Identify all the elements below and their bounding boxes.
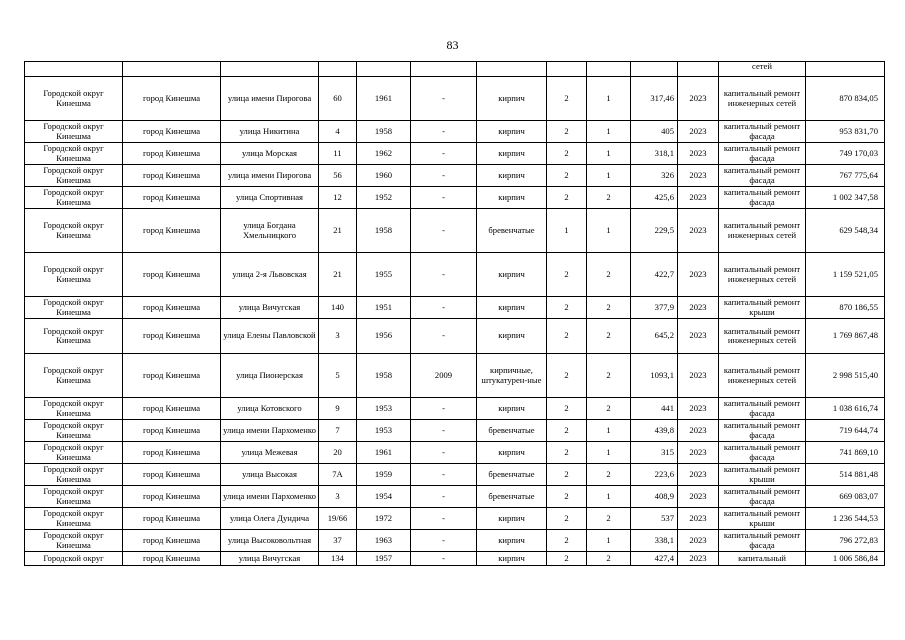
cell-area: 338,1	[631, 530, 678, 552]
cell-city: город Кинешма	[123, 209, 221, 253]
cell-work: капитальный ремонт инженерных сетей	[719, 319, 806, 354]
cell-year: 2023	[678, 398, 719, 420]
cell-floors: 2	[547, 187, 587, 209]
cell-material: бревенчатые	[477, 486, 547, 508]
cell-built: 1952	[357, 187, 411, 209]
cell-city: город Кинешма	[123, 552, 221, 566]
cell-cost: 1 002 347,58	[806, 187, 885, 209]
cell-district: Городской округ Кинешма	[25, 121, 123, 143]
cell-year	[678, 62, 719, 77]
cell-work: капитальный ремонт фасада	[719, 398, 806, 420]
cell-year: 2023	[678, 552, 719, 566]
table-row	[25, 143, 885, 165]
cell-district: Городской округ	[25, 552, 123, 566]
cell-house	[319, 62, 357, 77]
cell-city: город Кинешма	[123, 354, 221, 398]
cell-area	[631, 62, 678, 77]
cell-reconstructed: -	[411, 398, 477, 420]
cell-area: 1093,1	[631, 354, 678, 398]
cell-entrances: 1	[587, 121, 631, 143]
cell-street: улица Морская	[221, 143, 319, 165]
cell-floors: 2	[547, 121, 587, 143]
cell-reconstructed: -	[411, 464, 477, 486]
cell-area: 326	[631, 165, 678, 187]
cell-entrances: 2	[587, 552, 631, 566]
cell-street: улица Елены Павловской	[221, 319, 319, 354]
cell-built: 1955	[357, 253, 411, 297]
cell-reconstructed: -	[411, 530, 477, 552]
cell-city: город Кинешма	[123, 319, 221, 354]
table-row	[25, 398, 885, 420]
cell-area: 377,9	[631, 297, 678, 319]
cell-built: 1953	[357, 420, 411, 442]
cell-house: 12	[319, 187, 357, 209]
cell-city: город Кинешма	[123, 253, 221, 297]
table-row	[25, 486, 885, 508]
cell-reconstructed: -	[411, 442, 477, 464]
cell-floors: 2	[547, 508, 587, 530]
cell-year: 2023	[678, 464, 719, 486]
table-row	[25, 121, 885, 143]
cell-district: Городской округ Кинешма	[25, 165, 123, 187]
cell-material: кирпич	[477, 297, 547, 319]
cell-year: 2023	[678, 319, 719, 354]
cell-reconstructed: -	[411, 121, 477, 143]
cell-material	[477, 62, 547, 77]
table-row	[25, 77, 885, 121]
cell-area: 318,1	[631, 143, 678, 165]
cell-built: 1958	[357, 121, 411, 143]
table-row	[25, 253, 885, 297]
cell-house: 7	[319, 420, 357, 442]
cell-floors: 1	[547, 209, 587, 253]
cell-work: сетей	[719, 62, 806, 77]
cell-material: бревенчатые	[477, 464, 547, 486]
cell-reconstructed: -	[411, 508, 477, 530]
cell-entrances: 2	[587, 253, 631, 297]
cell-district: Городской округ Кинешма	[25, 77, 123, 121]
table-row	[25, 297, 885, 319]
cell-material: бревенчатые	[477, 420, 547, 442]
cell-house: 9	[319, 398, 357, 420]
cell-cost: 719 644,74	[806, 420, 885, 442]
table-row	[25, 319, 885, 354]
cell-city	[123, 62, 221, 77]
cell-floors: 2	[547, 420, 587, 442]
cell-street	[221, 62, 319, 77]
cell-floors: 2	[547, 77, 587, 121]
cell-built: 1972	[357, 508, 411, 530]
cell-entrances: 1	[587, 165, 631, 187]
cell-entrances: 2	[587, 187, 631, 209]
cell-floors: 2	[547, 143, 587, 165]
cell-street: улица Межевая	[221, 442, 319, 464]
cell-built: 1958	[357, 209, 411, 253]
table-row	[25, 420, 885, 442]
cell-work: капитальный ремонт фасада	[719, 143, 806, 165]
cell-entrances: 1	[587, 143, 631, 165]
cell-cost: 796 272,83	[806, 530, 885, 552]
cell-work: капитальный ремонт фасада	[719, 121, 806, 143]
cell-entrances: 2	[587, 319, 631, 354]
cell-area: 408,9	[631, 486, 678, 508]
cell-cost: 629 548,34	[806, 209, 885, 253]
cell-district: Городской округ Кинешма	[25, 187, 123, 209]
cell-house: 3	[319, 319, 357, 354]
cell-reconstructed: -	[411, 552, 477, 566]
cell-entrances: 2	[587, 354, 631, 398]
cell-cost: 1 006 586,84	[806, 552, 885, 566]
cell-city: город Кинешма	[123, 530, 221, 552]
cell-reconstructed: -	[411, 209, 477, 253]
cell-reconstructed: -	[411, 77, 477, 121]
cell-city: город Кинешма	[123, 165, 221, 187]
cell-house: 5	[319, 354, 357, 398]
table-body	[25, 62, 885, 566]
cell-entrances: 1	[587, 442, 631, 464]
cell-built: 1951	[357, 297, 411, 319]
cell-street: улица имени Пирогова	[221, 165, 319, 187]
cell-material: кирпич	[477, 165, 547, 187]
cell-work: капитальный ремонт инженерных сетей	[719, 354, 806, 398]
cell-work: капитальный ремонт инженерных сетей	[719, 253, 806, 297]
cell-area: 223,6	[631, 464, 678, 486]
cell-area: 537	[631, 508, 678, 530]
cell-floors: 2	[547, 319, 587, 354]
cell-house: 19/66	[319, 508, 357, 530]
cell-district: Городской округ Кинешма	[25, 508, 123, 530]
cell-floors: 2	[547, 530, 587, 552]
cell-material: кирпич	[477, 77, 547, 121]
cell-cost: 1 769 867,48	[806, 319, 885, 354]
cell-house: 56	[319, 165, 357, 187]
cell-area: 439,8	[631, 420, 678, 442]
cell-built: 1958	[357, 354, 411, 398]
cell-district: Городской округ Кинешма	[25, 253, 123, 297]
cell-cost: 1 038 616,74	[806, 398, 885, 420]
page-number: 83	[446, 38, 459, 52]
table-row	[25, 209, 885, 253]
cell-material: кирпич	[477, 143, 547, 165]
cell-built: 1960	[357, 165, 411, 187]
cell-reconstructed: -	[411, 143, 477, 165]
cell-house: 140	[319, 297, 357, 319]
table-row	[25, 442, 885, 464]
cell-work: капитальный	[719, 552, 806, 566]
cell-district: Городской округ Кинешма	[25, 297, 123, 319]
cell-year: 2023	[678, 121, 719, 143]
cell-cost: 669 083,07	[806, 486, 885, 508]
cell-work: капитальный ремонт фасада	[719, 530, 806, 552]
cell-work: капитальный ремонт фасада	[719, 165, 806, 187]
continuation-row	[25, 62, 885, 77]
cell-year: 2023	[678, 143, 719, 165]
cell-built: 1961	[357, 442, 411, 464]
cell-district: Городской округ Кинешма	[25, 398, 123, 420]
cell-built: 1957	[357, 552, 411, 566]
cell-area: 315	[631, 442, 678, 464]
cell-city: город Кинешма	[123, 420, 221, 442]
cell-district: Городской округ Кинешма	[25, 486, 123, 508]
cell-street: улица Вичугская	[221, 297, 319, 319]
cell-area: 229,5	[631, 209, 678, 253]
cell-material: кирпичные, штукатурен-ные	[477, 354, 547, 398]
cell-floors: 2	[547, 398, 587, 420]
cell-cost: 749 170,03	[806, 143, 885, 165]
cell-area: 405	[631, 121, 678, 143]
cell-house: 7А	[319, 464, 357, 486]
cell-work: капитальный ремонт фасада	[719, 486, 806, 508]
cell-district: Городской округ Кинешма	[25, 464, 123, 486]
cell-reconstructed: -	[411, 420, 477, 442]
cell-city: город Кинешма	[123, 187, 221, 209]
table-row	[25, 530, 885, 552]
cell-year: 2023	[678, 508, 719, 530]
cell-year: 2023	[678, 187, 719, 209]
cell-street: улица Никитина	[221, 121, 319, 143]
cell-built: 1959	[357, 464, 411, 486]
cell-year: 2023	[678, 297, 719, 319]
cell-house: 37	[319, 530, 357, 552]
cell-built: 1963	[357, 530, 411, 552]
cell-city: город Кинешма	[123, 77, 221, 121]
cell-material: кирпич	[477, 398, 547, 420]
cell-built: 1953	[357, 398, 411, 420]
cell-district: Городской округ Кинешма	[25, 209, 123, 253]
cell-reconstructed: -	[411, 253, 477, 297]
cell-district: Городской округ Кинешма	[25, 354, 123, 398]
cell-house: 134	[319, 552, 357, 566]
cell-floors: 2	[547, 552, 587, 566]
cell-city: город Кинешма	[123, 398, 221, 420]
cell-street: улица имени Пархоменко	[221, 420, 319, 442]
cell-year: 2023	[678, 530, 719, 552]
cell-built: 1962	[357, 143, 411, 165]
cell-material: кирпич	[477, 319, 547, 354]
cell-district: Городской округ Кинешма	[25, 442, 123, 464]
cell-floors: 2	[547, 165, 587, 187]
cell-area: 425,6	[631, 187, 678, 209]
registry-table	[24, 61, 885, 566]
table-row	[25, 165, 885, 187]
cell-year: 2023	[678, 354, 719, 398]
cell-work: капитальный ремонт крыши	[719, 297, 806, 319]
cell-street: улица Олега Дундича	[221, 508, 319, 530]
cell-house: 4	[319, 121, 357, 143]
cell-entrances: 1	[587, 420, 631, 442]
cell-cost: 870 186,55	[806, 297, 885, 319]
cell-city: город Кинешма	[123, 442, 221, 464]
cell-area: 427,4	[631, 552, 678, 566]
cell-material: кирпич	[477, 253, 547, 297]
cell-area: 422,7	[631, 253, 678, 297]
cell-entrances: 2	[587, 508, 631, 530]
cell-cost: 953 831,70	[806, 121, 885, 143]
cell-built: 1956	[357, 319, 411, 354]
cell-city: город Кинешма	[123, 143, 221, 165]
cell-area: 441	[631, 398, 678, 420]
cell-built: 1954	[357, 486, 411, 508]
cell-material: бревенчатые	[477, 209, 547, 253]
cell-house: 21	[319, 209, 357, 253]
cell-entrances: 2	[587, 297, 631, 319]
cell-year: 2023	[678, 253, 719, 297]
cell-entrances: 1	[587, 530, 631, 552]
cell-city: город Кинешма	[123, 297, 221, 319]
cell-cost: 514 881,48	[806, 464, 885, 486]
cell-year: 2023	[678, 165, 719, 187]
cell-reconstructed: -	[411, 165, 477, 187]
cell-street: улица Высокая	[221, 464, 319, 486]
table-row	[25, 552, 885, 566]
cell-district	[25, 62, 123, 77]
cell-cost: 1 236 544,53	[806, 508, 885, 530]
cell-reconstructed: 2009	[411, 354, 477, 398]
cell-area: 317,46	[631, 77, 678, 121]
cell-material: кирпич	[477, 552, 547, 566]
cell-reconstructed: -	[411, 319, 477, 354]
cell-street: улица Котовского	[221, 398, 319, 420]
cell-built: 1961	[357, 77, 411, 121]
cell-street: улица имени Пархоменко	[221, 486, 319, 508]
cell-city: город Кинешма	[123, 121, 221, 143]
cell-material: кирпич	[477, 121, 547, 143]
table-row	[25, 354, 885, 398]
cell-floors: 2	[547, 354, 587, 398]
cell-entrances: 1	[587, 209, 631, 253]
cell-entrances: 2	[587, 464, 631, 486]
table-row	[25, 187, 885, 209]
cell-work: капитальный ремонт инженерных сетей	[719, 209, 806, 253]
cell-work: капитальный ремонт фасада	[719, 442, 806, 464]
cell-material: кирпич	[477, 442, 547, 464]
cell-built	[357, 62, 411, 77]
cell-year: 2023	[678, 77, 719, 121]
cell-reconstructed: -	[411, 297, 477, 319]
cell-house: 60	[319, 77, 357, 121]
cell-floors	[547, 62, 587, 77]
cell-cost: 1 159 521,05	[806, 253, 885, 297]
cell-district: Городской округ Кинешма	[25, 420, 123, 442]
cell-entrances: 1	[587, 77, 631, 121]
cell-street: улица 2-я Львовская	[221, 253, 319, 297]
cell-work: капитальный ремонт фасада	[719, 187, 806, 209]
cell-city: город Кинешма	[123, 486, 221, 508]
cell-street: улица Высоковольтная	[221, 530, 319, 552]
cell-street: улица имени Пирогова	[221, 77, 319, 121]
cell-cost: 870 834,05	[806, 77, 885, 121]
cell-work: капитальный ремонт фасада	[719, 420, 806, 442]
cell-floors: 2	[547, 297, 587, 319]
cell-district: Городской округ Кинешма	[25, 143, 123, 165]
cell-street: улица Богдана Хмельницкого	[221, 209, 319, 253]
cell-year: 2023	[678, 420, 719, 442]
cell-work: капитальный ремонт крыши	[719, 508, 806, 530]
cell-year: 2023	[678, 209, 719, 253]
cell-district: Городской округ Кинешма	[25, 530, 123, 552]
table-row	[25, 508, 885, 530]
cell-cost: 2 998 515,40	[806, 354, 885, 398]
cell-floors: 2	[547, 464, 587, 486]
cell-entrances	[587, 62, 631, 77]
cell-city: город Кинешма	[123, 464, 221, 486]
cell-floors: 2	[547, 253, 587, 297]
cell-work: капитальный ремонт инженерных сетей	[719, 77, 806, 121]
cell-house: 20	[319, 442, 357, 464]
cell-area: 645,2	[631, 319, 678, 354]
cell-floors: 2	[547, 442, 587, 464]
table-row	[25, 464, 885, 486]
cell-reconstructed	[411, 62, 477, 77]
cell-entrances: 2	[587, 398, 631, 420]
cell-street: улица Вичугская	[221, 552, 319, 566]
cell-entrances: 1	[587, 486, 631, 508]
cell-house: 11	[319, 143, 357, 165]
cell-material: кирпич	[477, 508, 547, 530]
cell-material: кирпич	[477, 187, 547, 209]
cell-street: улица Пионерская	[221, 354, 319, 398]
cell-reconstructed: -	[411, 187, 477, 209]
cell-house: 3	[319, 486, 357, 508]
cell-reconstructed: -	[411, 486, 477, 508]
cell-material: кирпич	[477, 530, 547, 552]
cell-city: город Кинешма	[123, 508, 221, 530]
cell-work: капитальный ремонт крыши	[719, 464, 806, 486]
cell-cost	[806, 62, 885, 77]
cell-cost: 767 775,64	[806, 165, 885, 187]
cell-district: Городской округ Кинешма	[25, 319, 123, 354]
cell-year: 2023	[678, 486, 719, 508]
cell-street: улица Спортивная	[221, 187, 319, 209]
cell-house: 21	[319, 253, 357, 297]
cell-floors: 2	[547, 486, 587, 508]
cell-year: 2023	[678, 442, 719, 464]
cell-cost: 741 869,10	[806, 442, 885, 464]
